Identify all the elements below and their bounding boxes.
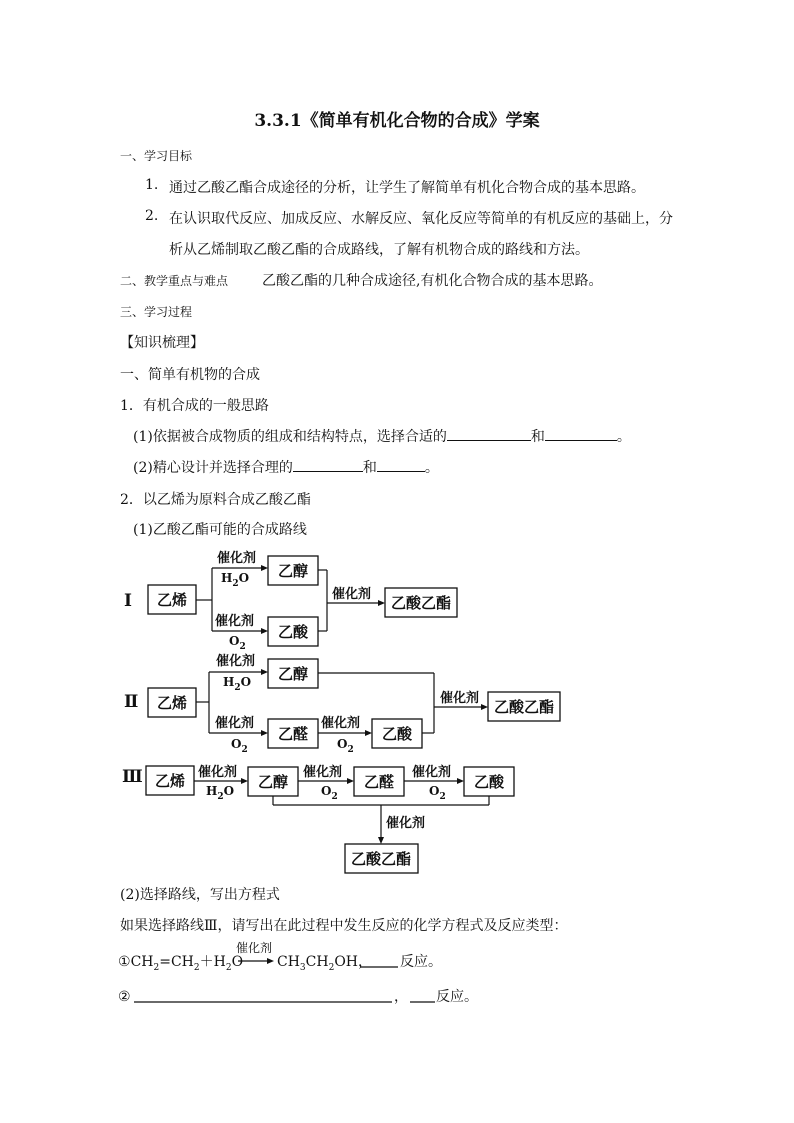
arrow-head (457, 778, 464, 784)
box-ethylene-label: 乙烯 (156, 591, 188, 609)
box-ethanol-label: 乙醇 (277, 562, 309, 580)
water-label: $H_2O$ (206, 784, 235, 802)
period-text: 。 (616, 429, 631, 445)
box-acetic-acid-label: 乙酸 (381, 725, 413, 743)
catalyst-condition: 催化剂 (236, 941, 273, 955)
focus-text: 乙酸乙酯的几种合成途径,有机化合物合成的基本思路。 (262, 273, 603, 289)
equation-1-product: $CH_3CH_2OH$， (277, 954, 372, 973)
goal-2-number: 2. (145, 208, 159, 224)
arrow-head (261, 565, 268, 571)
section-heading-focus: 二、教学重点与难点 (120, 274, 229, 288)
reaction-type-suffix: 反应。 (400, 954, 442, 970)
section-heading-process: 三、学习过程 (120, 305, 193, 319)
route-label-3: Ⅲ (122, 767, 143, 787)
section-heading-goals: 一、学习目标 (120, 149, 193, 163)
box-ethanol-label: 乙醇 (277, 665, 309, 683)
route-question: 如果选择路线Ⅲ，请写出在此过程中发生反应的化学方程式及反应类型： (120, 918, 568, 934)
goal-2-continuation: 析从乙烯制取乙酸乙酯的合成路线，了解有机物合成的路线和方法。 (169, 242, 589, 258)
oxygen-label: $O_2$ (231, 737, 248, 755)
box-ethyl-acetate-label: 乙酸乙酯 (350, 850, 412, 868)
box-ethylene-label: 乙烯 (156, 694, 188, 712)
catalyst-label: 催化剂 (440, 691, 480, 706)
equation-2-comma: ， (394, 989, 408, 1005)
box-ethanol-label: 乙醇 (257, 773, 289, 791)
arrow-head (261, 730, 268, 736)
arrow-head (481, 704, 488, 710)
item-1a-text: (1)依据被合成物质的组成和结构特点，选择合适的 (133, 429, 447, 445)
item-1b-text: (2)精心设计并选择合理的 (133, 460, 293, 476)
item-2b-text: (2)选择路线，写出方程式 (120, 887, 280, 903)
arrow-head (365, 730, 372, 736)
oxygen-label: $O_2$ (337, 737, 354, 755)
period-text: 。 (424, 460, 439, 476)
item-2a-text: (1)乙酸乙酯可能的合成路线 (133, 522, 307, 538)
catalyst-label: 催化剂 (321, 716, 361, 731)
catalyst-label: 催化剂 (332, 587, 372, 602)
catalyst-label: 催化剂 (412, 765, 452, 780)
and-text: 和 (362, 460, 377, 476)
box-ethyl-acetate-label: 乙酸乙酯 (390, 594, 452, 612)
goal-1-number: 1. (145, 177, 159, 193)
item-1-heading: 1．有机合成的一般思路 (120, 398, 269, 414)
box-acetaldehyde-label: 乙醛 (277, 725, 309, 743)
equation-1: $①CH_2=CH_2+H_2O$ (118, 954, 244, 973)
route-label-1: Ⅰ (124, 591, 132, 611)
water-label: $H_2O$ (223, 675, 252, 693)
equation-2-number: ② (118, 989, 131, 1005)
knowledge-heading: 【知识梳理】 (120, 335, 204, 351)
box-ethyl-acetate-label: 乙酸乙酯 (493, 698, 555, 716)
box-acetic-acid-label: 乙酸 (277, 623, 309, 641)
box-acetic-acid-label: 乙酸 (473, 773, 505, 791)
reaction-type-suffix: 反应。 (436, 989, 478, 1005)
oxygen-label: $O_2$ (429, 784, 446, 802)
item-2-heading: 2．以乙烯为原料合成乙酸乙酯 (120, 492, 311, 508)
oxygen-label: $O_2$ (321, 784, 338, 802)
box-ethylene-label: 乙烯 (154, 772, 186, 790)
catalyst-label: 催化剂 (303, 765, 343, 780)
arrow-head (378, 837, 384, 844)
arrow-head (378, 600, 385, 606)
part-1-heading: 一、简单有机物的合成 (120, 367, 260, 383)
route-label-2: Ⅱ (124, 692, 139, 712)
arrow-head (261, 628, 268, 634)
arrow-head (267, 958, 274, 964)
catalyst-label: 催化剂 (216, 654, 256, 669)
catalyst-label: 催化剂 (386, 816, 426, 831)
oxygen-label: $O_2$ (229, 634, 246, 652)
goal-2-text: 在认识取代反应、加成反应、水解反应、氧化反应等简单的有机反应的基础上，分 (169, 211, 673, 227)
box-acetaldehyde-label: 乙醛 (363, 773, 395, 791)
arrow-head (261, 669, 268, 675)
and-text: 和 (530, 429, 545, 445)
arrow-head (347, 778, 354, 784)
goal-1-text: 通过乙酸乙酯合成途径的分析，让学生了解简单有机化合物合成的基本思路。 (169, 180, 645, 196)
water-label: $H_2O$ (221, 571, 250, 589)
arrow-head (241, 778, 248, 784)
catalyst-label: 催化剂 (217, 551, 257, 566)
page-title: 3.3.1《简单有机化合物的合成》学案 (254, 111, 540, 131)
catalyst-label: 催化剂 (215, 716, 255, 731)
catalyst-label: 催化剂 (215, 614, 255, 629)
catalyst-label: 催化剂 (198, 765, 238, 780)
